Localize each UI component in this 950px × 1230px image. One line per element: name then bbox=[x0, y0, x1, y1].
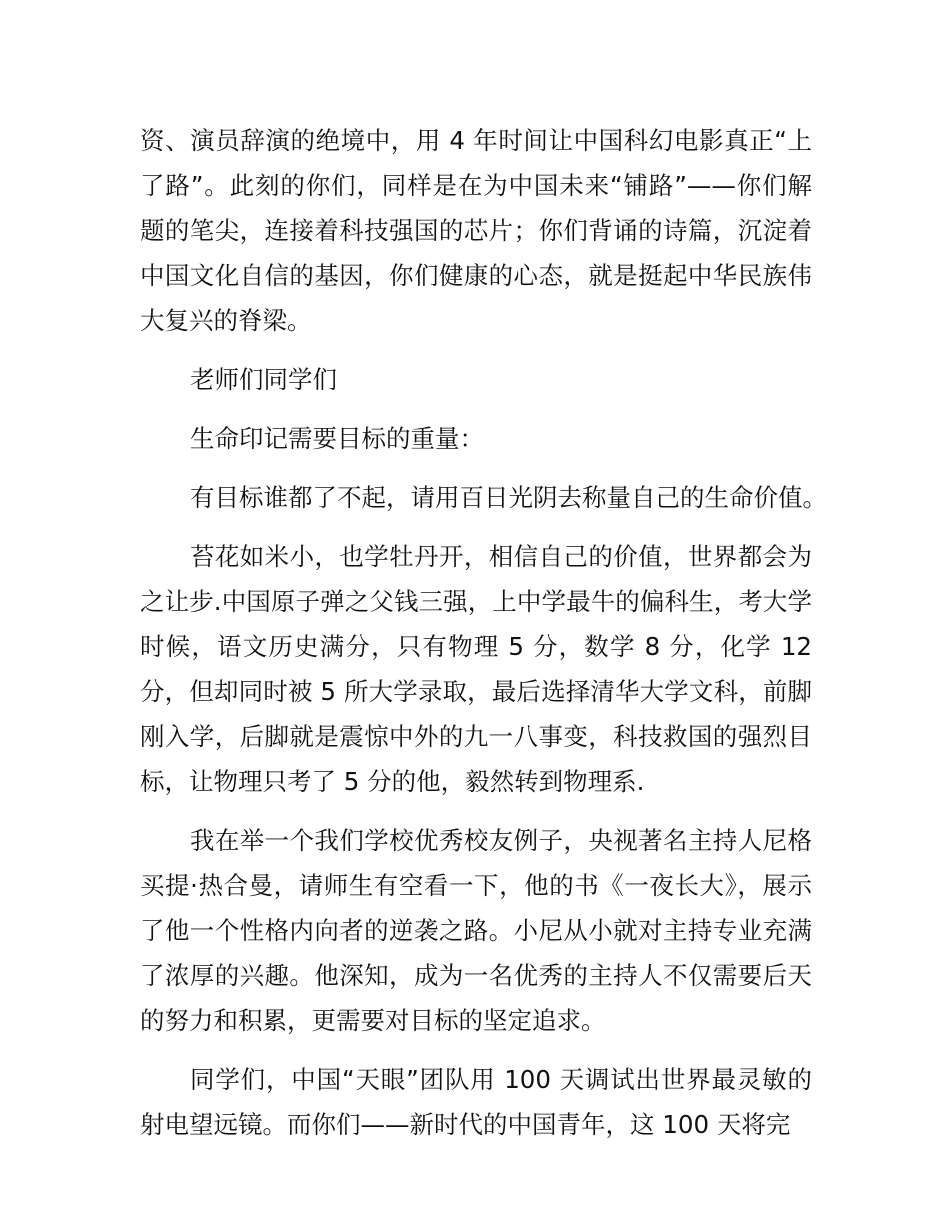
document-body bbox=[140, 118, 827, 1161]
paragraph-alumni-example: 我在举一个我们学校优秀校友例子，央视著名主持人尼格买提·热合曼，请师生有空看一下，他的书《一夜长大》，展示了他一个性格内向者的逆袭之路。小尼从小就对主持专业充满了浓厚的兴趣。他深知，成为一名优秀的主持人不仅需要后天的努力和积累，更需要对目标的坚定追求。 bbox=[140, 826, 812, 1035]
paragraph-goal-statement: 有目标谁都了不起，请用百日光阴去称量自己的生命价值。 bbox=[190, 483, 827, 512]
paragraph-continuation: 资、演员辞演的绝境中，用 4 年时间让中国科幻电影真正“上了路”。此刻的你们，同样是在为中国未来“铺路”——你们解题的笔尖，连接着科技强国的芯片；你们背诵的诗篇，沉淀着中国文化自信的基因，你们健康的心态，就是挺起中华民族伟大复兴的脊梁。 bbox=[140, 126, 812, 335]
paragraph-tianyan: 同学们，中国“天眼”团队用 100 天调试出世界最灵敏的射电望远镜。而你们——新时代的中国青年，这 100 天将完 bbox=[140, 1065, 812, 1139]
paragraph-greeting: 老师们同学们 bbox=[190, 365, 337, 394]
paragraph-qian-sanqiang: 苔花如米小，也学牡丹开，相信自己的价值，世界都会为之让步.中国原子弹之父钱三强，上中学最牛的偏科生，考大学时候，语文历史满分，只有物理 5 分，数学 8 分，化学 12 分，但却同时被 5 所大学录取，最后选择清华大学文科，前脚刚入学，后脚就是震惊中外的九一八事变，科技救国的强烈目标，让物理只考了 5 分的他，毅然转到物理系. bbox=[140, 542, 812, 796]
paragraph-section-heading: 生命印记需要目标的重量： bbox=[190, 424, 484, 453]
